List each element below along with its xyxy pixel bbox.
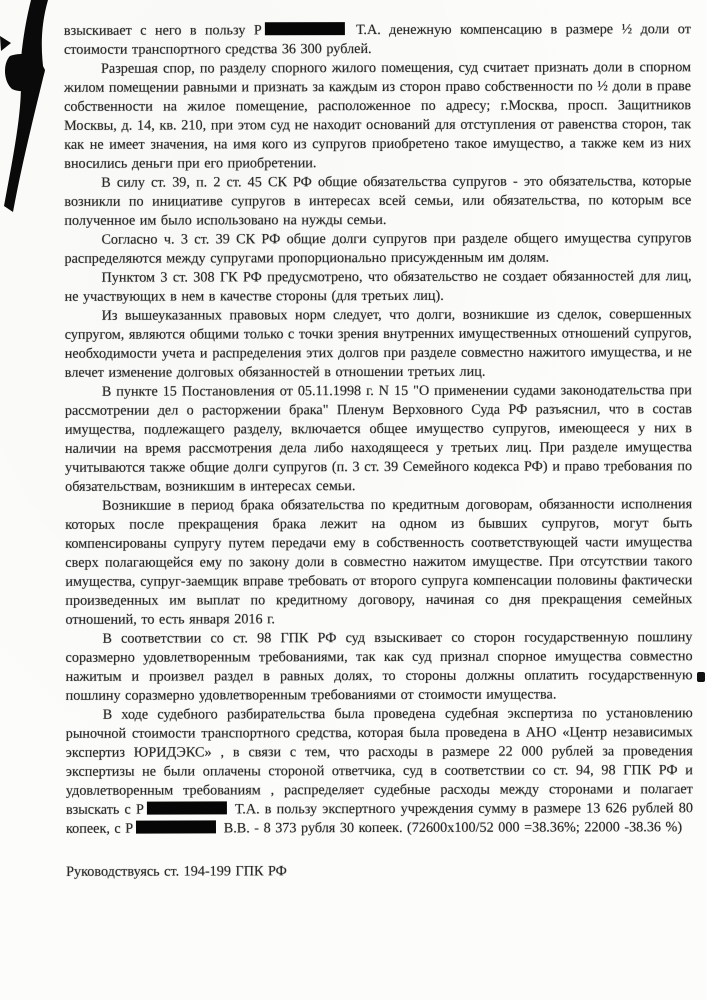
binding-mark-stroke (4, 0, 48, 212)
paragraph-text: В силу ст. 39, п. 2 ст. 45 СК РФ общие обязательства супругов - это обязательства, которые возникли по инициативе супругов в интересах всей семьи, или обязательства, по которым все полученное им было использовано на нужды семьи. (64, 173, 692, 229)
paragraph-text: Согласно ч. 3 ст. 39 СК РФ общие долги супругов при разделе общего имущества супругов распределяются между супругами пропорционально присужденным им долям. (64, 230, 692, 267)
paragraph (65, 628, 692, 706)
paragraph-text: Т.А. в пользу экспертного учреждения сумму в размере 13 626 рублей 80 копеек, с Р (65, 800, 693, 837)
scan-edge-speck (697, 672, 705, 682)
redaction-box (136, 820, 216, 833)
paragraph (64, 172, 691, 231)
paragraph-text: Пунктом 3 ст. 308 ГК РФ предусмотрено, что обязательство не создает обязанностей для лиц, не участвующих в нем в качестве стороны (для третьих лиц). (64, 268, 692, 305)
paragraph (65, 267, 692, 307)
paragraph (65, 305, 692, 383)
paragraph-text: Возникшие в период брака обязательства по кредитным договорам, обязанности исполнения которых после прекращения брака лежит на одном из бывших супругов, могут быть компенсированы супругу путем передачи ему в собственность соответствующей части имущества сверх полагающейся ему по закону доли в совместно нажитом имуществе. При отсутствии такого имущества, супруг-заемщик вправе требовать от второго супруга компенсации половины фактически произведенных им выплат по кредитному договору, начиная со дня прекращения семейных отношений, то есть января 2016 г. (65, 496, 693, 628)
paragraph-text: В соответствии со ст. 98 ГПК РФ суд взыскивает со сторон государственную пошлину соразмерно удовлетворенным требованиями, так как суд признал спорное имущества совместно нажитым и произвел раздел в равных долях, то стороны должны оплатить государственную пошлину соразмерно удовлетворенным требованиями от стоимости имущества. (65, 629, 693, 704)
closing-line: Руководствуясь ст. 194-199 ГПК РФ (66, 863, 287, 880)
paragraph (66, 704, 693, 839)
paragraph-text: Из вышеуказанных правовых норм следует, что долги, возникшие из сделок, совершенных супругом, являются общими только с точки зрения внутренних имущественных отношений супругов, необходимости учета и распределения этих долгов при разделе совместно нажитого имущества, и не влечет изменение долговых обязанностей в отношении третьих лиц. (64, 306, 692, 381)
paragraph-text: Т.А. денежную компенсацию в размере ½ доли от стоимости транспортного средства 36 300 рублей. (63, 21, 691, 58)
paragraph (64, 20, 691, 60)
paragraph-text: В ходе судебного разбирательства была проведена судебная экспертиза по установлению рыночной стоимости транспортного средства, которая была проведена в АНО «Центр независимых экспертиз ЮРИДЭКС» , в связи с тем, что расходы в размере 22 000 рублей за проведения экспертизы не были оплачены стороной ответчика, суд в соответствии со ст. 94, 98 ГПК РФ и удовлетворенным требованиям , распределяет судебные расходы между сторонами и полагает взыскать с Р (65, 705, 693, 818)
paragraph-text: взыскивает с него в пользу Р (63, 22, 262, 39)
paragraph-text: Разрешая спор, по разделу спорного жилого помещения, суд считает признать доли в спорном жилом помещении равными и признать за каждым из сторон право собственности по ½ доли в праве собственности на жилое помещение, расположенное по адресу; г.Москва, просп. Защитников Москвы, д. 14, кв. 210, при этом суд не находит оснований для отступления от равенства сторон, так как не имеет значения, на имя кого из супругов приобретено такое имущество, а также кем из них вносились деньги при его приобретении. (64, 59, 692, 172)
paragraph-text: В пункте 15 Постановления от 05.11.1998 г. N 15 "О применении судами законодательства при рассмотрении дел о расторжении брака" Пленум Верховного Суда РФ разъяснил, что в состав имущества, подлежащего разделу, включается общее имущество супругов, имеющееся у них в наличии на время рассмотрения дела либо находящееся у третьих лиц. При разделе имущества учитываются также общие долги супругов (п. 3 ст. 39 Семейного кодекса РФ) и право требования по обязательствам, возникшим в интересах семьи. (64, 382, 693, 495)
paragraph (65, 495, 692, 630)
redaction-box (147, 801, 227, 814)
document-body (64, 20, 693, 882)
redaction-box (265, 22, 345, 35)
paragraph (65, 381, 692, 497)
paragraph (64, 58, 691, 174)
binding-mark-speck (0, 36, 11, 51)
paragraph-text: В.В. - 8 373 рубля 30 копеек. (72600x100/52 000 =38.36%; 22000 -38.36 %) (219, 819, 683, 837)
binding-mark-blob (5, 54, 45, 91)
paragraphs-container (64, 20, 693, 839)
paragraph (64, 229, 691, 269)
